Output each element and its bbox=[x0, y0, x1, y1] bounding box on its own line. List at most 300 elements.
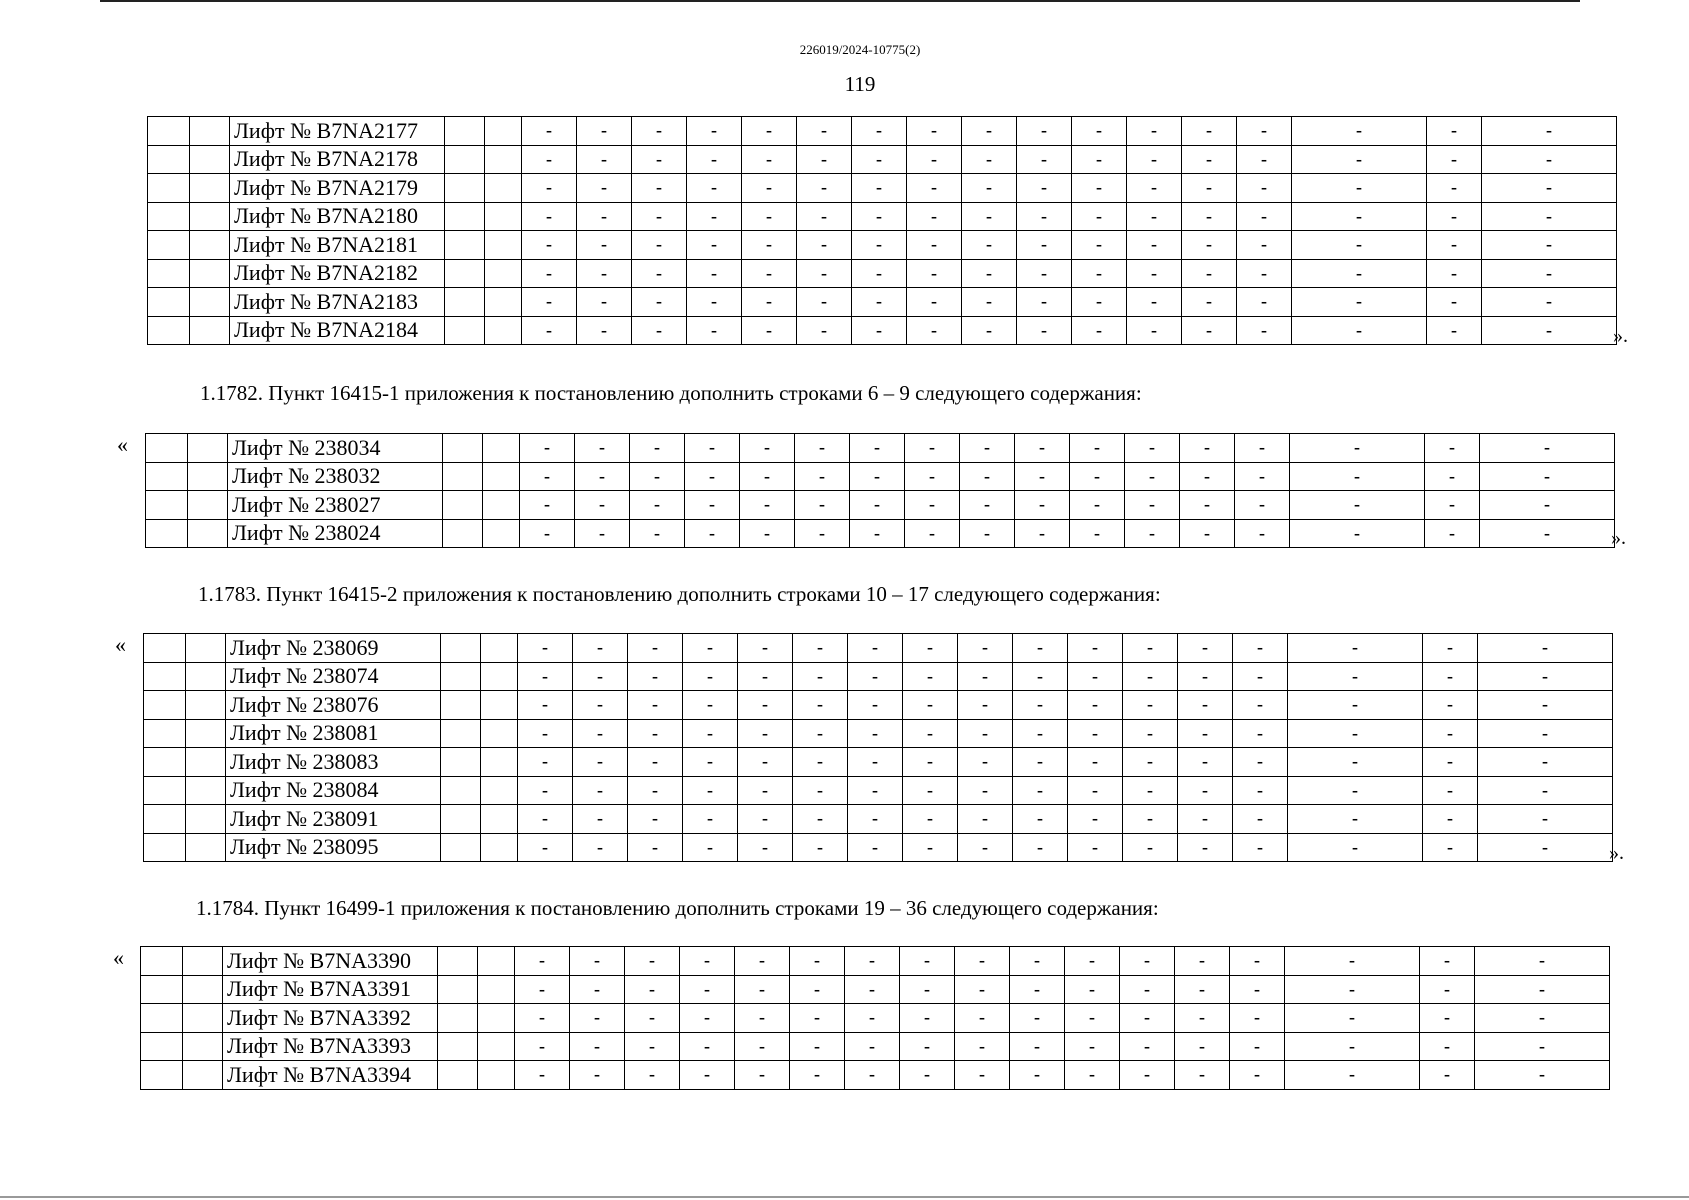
dash-cell: - bbox=[1482, 316, 1617, 345]
dash-cell: - bbox=[1017, 259, 1072, 288]
dash-cell: - bbox=[955, 1004, 1010, 1033]
table-row bbox=[144, 634, 1613, 663]
dash-cell: - bbox=[793, 662, 848, 691]
dash-cell: - bbox=[903, 662, 958, 691]
dash-cell: - bbox=[1127, 145, 1182, 174]
empty-cell bbox=[441, 662, 481, 691]
dash-cell: - bbox=[738, 719, 793, 748]
dash-cell: - bbox=[1125, 519, 1180, 548]
empty-cell bbox=[445, 174, 485, 203]
dash-cell: - bbox=[848, 634, 903, 663]
dash-cell: - bbox=[845, 975, 900, 1004]
dash-cell: - bbox=[1290, 434, 1425, 463]
empty-cell bbox=[481, 833, 518, 862]
dash-cell: - bbox=[1230, 1061, 1285, 1090]
empty-cell bbox=[148, 174, 190, 203]
table-row bbox=[144, 805, 1613, 834]
empty-cell bbox=[438, 1032, 478, 1061]
dash-cell: - bbox=[577, 316, 632, 345]
dash-cell: - bbox=[1065, 975, 1120, 1004]
dash-cell: - bbox=[570, 947, 625, 976]
dash-cell: - bbox=[905, 462, 960, 491]
lift-name-cell: Лифт № 238081 bbox=[226, 719, 441, 748]
empty-cell bbox=[144, 748, 186, 777]
empty-cell bbox=[148, 117, 190, 146]
table-row bbox=[141, 1004, 1610, 1033]
dash-cell: - bbox=[793, 748, 848, 777]
dash-cell: - bbox=[845, 1004, 900, 1033]
dash-cell: - bbox=[1120, 1032, 1175, 1061]
dash-cell: - bbox=[1292, 288, 1427, 317]
dash-cell: - bbox=[1290, 462, 1425, 491]
dash-cell: - bbox=[1233, 662, 1288, 691]
table-row bbox=[144, 662, 1613, 691]
dash-cell: - bbox=[738, 776, 793, 805]
dash-cell: - bbox=[1175, 947, 1230, 976]
empty-cell bbox=[481, 691, 518, 720]
closing-quote: ». bbox=[1611, 527, 1626, 549]
dash-cell: - bbox=[632, 202, 687, 231]
dash-cell: - bbox=[907, 316, 962, 345]
dash-cell: - bbox=[1065, 1032, 1120, 1061]
dash-cell: - bbox=[907, 231, 962, 260]
dash-cell: - bbox=[1178, 748, 1233, 777]
dash-cell: - bbox=[1015, 462, 1070, 491]
dash-cell: - bbox=[1237, 288, 1292, 317]
empty-cell bbox=[438, 1061, 478, 1090]
lift-name-cell: Лифт № B7NA3394 bbox=[223, 1061, 438, 1090]
dash-cell: - bbox=[687, 202, 742, 231]
dash-cell: - bbox=[625, 975, 680, 1004]
dash-cell: - bbox=[520, 462, 575, 491]
dash-cell: - bbox=[1478, 662, 1613, 691]
dash-cell: - bbox=[962, 231, 1017, 260]
dash-cell: - bbox=[577, 231, 632, 260]
dash-cell: - bbox=[735, 1061, 790, 1090]
dash-cell: - bbox=[1285, 975, 1420, 1004]
dash-cell: - bbox=[683, 833, 738, 862]
empty-cell bbox=[481, 805, 518, 834]
empty-cell bbox=[186, 805, 226, 834]
dash-cell: - bbox=[518, 691, 573, 720]
table-row bbox=[141, 1061, 1610, 1090]
dash-cell: - bbox=[1475, 1004, 1610, 1033]
lift-name-cell: Лифт № B7NA3392 bbox=[223, 1004, 438, 1033]
dash-cell: - bbox=[522, 202, 577, 231]
table-row bbox=[144, 776, 1613, 805]
dash-cell: - bbox=[790, 1061, 845, 1090]
dash-cell: - bbox=[1475, 947, 1610, 976]
dash-cell: - bbox=[630, 462, 685, 491]
dash-cell: - bbox=[1237, 174, 1292, 203]
dash-cell: - bbox=[1475, 1061, 1610, 1090]
dash-cell: - bbox=[685, 491, 740, 520]
empty-cell bbox=[441, 805, 481, 834]
dash-cell: - bbox=[1127, 117, 1182, 146]
dash-cell: - bbox=[790, 1032, 845, 1061]
dash-cell: - bbox=[518, 776, 573, 805]
empty-cell bbox=[478, 1061, 515, 1090]
dash-cell: - bbox=[687, 316, 742, 345]
dash-cell: - bbox=[628, 776, 683, 805]
dash-cell: - bbox=[738, 691, 793, 720]
dash-cell: - bbox=[575, 519, 630, 548]
table-row bbox=[148, 259, 1617, 288]
dash-cell: - bbox=[1420, 1061, 1475, 1090]
dash-cell: - bbox=[907, 174, 962, 203]
lift-name-cell: Лифт № 238074 bbox=[226, 662, 441, 691]
empty-cell bbox=[144, 776, 186, 805]
dash-cell: - bbox=[522, 288, 577, 317]
empty-cell bbox=[148, 259, 190, 288]
dash-cell: - bbox=[685, 519, 740, 548]
dash-cell: - bbox=[625, 1004, 680, 1033]
dash-cell: - bbox=[632, 145, 687, 174]
dash-cell: - bbox=[630, 519, 685, 548]
dash-cell: - bbox=[575, 434, 630, 463]
dash-cell: - bbox=[570, 1061, 625, 1090]
dash-cell: - bbox=[1015, 491, 1070, 520]
dash-cell: - bbox=[740, 491, 795, 520]
dash-cell: - bbox=[685, 462, 740, 491]
dash-cell: - bbox=[955, 1061, 1010, 1090]
dash-cell: - bbox=[515, 975, 570, 1004]
dash-cell: - bbox=[577, 259, 632, 288]
empty-cell bbox=[146, 519, 188, 548]
closing-quote: ». bbox=[1613, 325, 1628, 347]
dash-cell: - bbox=[1475, 975, 1610, 1004]
empty-cell bbox=[183, 975, 223, 1004]
dash-cell: - bbox=[1478, 776, 1613, 805]
dash-cell: - bbox=[1013, 833, 1068, 862]
dash-cell: - bbox=[1292, 231, 1427, 260]
empty-cell bbox=[146, 462, 188, 491]
lift-name-cell: Лифт № 238034 bbox=[228, 434, 443, 463]
dash-cell: - bbox=[955, 975, 1010, 1004]
dash-cell: - bbox=[687, 174, 742, 203]
lift-name-cell: Лифт № B7NA2181 bbox=[230, 231, 445, 260]
dash-cell: - bbox=[1288, 833, 1423, 862]
dash-cell: - bbox=[848, 776, 903, 805]
dash-cell: - bbox=[790, 1004, 845, 1033]
dash-cell: - bbox=[1180, 491, 1235, 520]
dash-cell: - bbox=[790, 947, 845, 976]
dash-cell: - bbox=[1123, 833, 1178, 862]
dash-cell: - bbox=[518, 662, 573, 691]
lift-name-cell: Лифт № B7NA3390 bbox=[223, 947, 438, 976]
empty-cell bbox=[485, 259, 522, 288]
dash-cell: - bbox=[1237, 145, 1292, 174]
table-row bbox=[146, 491, 1615, 520]
dash-cell: - bbox=[1235, 462, 1290, 491]
dash-cell: - bbox=[738, 634, 793, 663]
dash-cell: - bbox=[962, 288, 1017, 317]
dash-cell: - bbox=[848, 691, 903, 720]
dash-cell: - bbox=[1180, 434, 1235, 463]
dash-cell: - bbox=[1480, 519, 1615, 548]
dash-cell: - bbox=[522, 145, 577, 174]
dash-cell: - bbox=[1423, 833, 1478, 862]
dash-cell: - bbox=[1237, 117, 1292, 146]
dash-cell: - bbox=[958, 691, 1013, 720]
dash-cell: - bbox=[1120, 1004, 1175, 1033]
dash-cell: - bbox=[960, 519, 1015, 548]
table-row bbox=[148, 288, 1617, 317]
dash-cell: - bbox=[1427, 288, 1482, 317]
dash-cell: - bbox=[793, 833, 848, 862]
dash-cell: - bbox=[848, 805, 903, 834]
dash-cell: - bbox=[1010, 1032, 1065, 1061]
lift-name-cell: Лифт № B7NA2184 bbox=[230, 316, 445, 345]
dash-cell: - bbox=[1235, 519, 1290, 548]
dash-cell: - bbox=[1013, 776, 1068, 805]
empty-cell bbox=[441, 691, 481, 720]
empty-cell bbox=[445, 288, 485, 317]
empty-cell bbox=[183, 1061, 223, 1090]
dash-cell: - bbox=[683, 748, 738, 777]
dash-cell: - bbox=[522, 316, 577, 345]
empty-cell bbox=[438, 1004, 478, 1033]
dash-cell: - bbox=[1423, 662, 1478, 691]
dash-cell: - bbox=[687, 259, 742, 288]
dash-cell: - bbox=[903, 748, 958, 777]
dash-cell: - bbox=[1482, 145, 1617, 174]
empty-cell bbox=[485, 231, 522, 260]
dash-cell: - bbox=[1425, 519, 1480, 548]
dash-cell: - bbox=[632, 259, 687, 288]
empty-cell bbox=[186, 833, 226, 862]
dash-cell: - bbox=[625, 1032, 680, 1061]
lift-name-cell: Лифт № 238091 bbox=[226, 805, 441, 834]
dash-cell: - bbox=[1123, 719, 1178, 748]
dash-cell: - bbox=[1127, 174, 1182, 203]
dash-cell: - bbox=[903, 634, 958, 663]
dash-cell: - bbox=[962, 202, 1017, 231]
dash-cell: - bbox=[1123, 776, 1178, 805]
lift-name-cell: Лифт № 238083 bbox=[226, 748, 441, 777]
empty-cell bbox=[188, 519, 228, 548]
empty-cell bbox=[485, 145, 522, 174]
dash-cell: - bbox=[577, 145, 632, 174]
empty-cell bbox=[485, 288, 522, 317]
dash-cell: - bbox=[1175, 1032, 1230, 1061]
empty-cell bbox=[445, 316, 485, 345]
dash-cell: - bbox=[1425, 491, 1480, 520]
dash-cell: - bbox=[852, 174, 907, 203]
empty-cell bbox=[441, 719, 481, 748]
dash-cell: - bbox=[628, 691, 683, 720]
dash-cell: - bbox=[1013, 719, 1068, 748]
dash-cell: - bbox=[522, 231, 577, 260]
dash-cell: - bbox=[790, 975, 845, 1004]
dash-cell: - bbox=[793, 719, 848, 748]
dash-cell: - bbox=[1072, 288, 1127, 317]
dash-cell: - bbox=[907, 259, 962, 288]
dash-cell: - bbox=[1427, 259, 1482, 288]
empty-cell bbox=[183, 947, 223, 976]
dash-cell: - bbox=[1182, 174, 1237, 203]
dash-cell: - bbox=[1068, 833, 1123, 862]
dash-cell: - bbox=[738, 748, 793, 777]
empty-cell bbox=[190, 117, 230, 146]
dash-cell: - bbox=[900, 975, 955, 1004]
dash-cell: - bbox=[958, 805, 1013, 834]
dash-cell: - bbox=[573, 662, 628, 691]
dash-cell: - bbox=[683, 634, 738, 663]
dash-cell: - bbox=[1285, 1004, 1420, 1033]
dash-cell: - bbox=[1180, 462, 1235, 491]
dash-cell: - bbox=[520, 491, 575, 520]
lift-name-cell: Лифт № 238095 bbox=[226, 833, 441, 862]
dash-cell: - bbox=[1423, 805, 1478, 834]
dash-cell: - bbox=[797, 316, 852, 345]
empty-cell bbox=[144, 833, 186, 862]
dash-cell: - bbox=[900, 947, 955, 976]
empty-cell bbox=[190, 231, 230, 260]
dash-cell: - bbox=[1068, 634, 1123, 663]
empty-cell bbox=[481, 776, 518, 805]
table-row bbox=[144, 833, 1613, 862]
dash-cell: - bbox=[1482, 174, 1617, 203]
dash-cell: - bbox=[845, 1061, 900, 1090]
dash-cell: - bbox=[1065, 1004, 1120, 1033]
dash-cell: - bbox=[1182, 316, 1237, 345]
dash-cell: - bbox=[735, 1032, 790, 1061]
dash-cell: - bbox=[1288, 776, 1423, 805]
dash-cell: - bbox=[1235, 434, 1290, 463]
table-row bbox=[144, 691, 1613, 720]
dash-cell: - bbox=[1180, 519, 1235, 548]
empty-cell bbox=[443, 434, 483, 463]
dash-cell: - bbox=[903, 776, 958, 805]
empty-cell bbox=[188, 491, 228, 520]
dash-cell: - bbox=[1480, 491, 1615, 520]
dash-cell: - bbox=[1178, 662, 1233, 691]
empty-cell bbox=[481, 662, 518, 691]
dash-cell: - bbox=[1072, 231, 1127, 260]
dash-cell: - bbox=[570, 975, 625, 1004]
dash-cell: - bbox=[1288, 634, 1423, 663]
dash-cell: - bbox=[797, 145, 852, 174]
dash-cell: - bbox=[903, 805, 958, 834]
dash-cell: - bbox=[1120, 947, 1175, 976]
dash-cell: - bbox=[1070, 519, 1125, 548]
dash-cell: - bbox=[962, 145, 1017, 174]
dash-cell: - bbox=[740, 462, 795, 491]
dash-cell: - bbox=[515, 947, 570, 976]
dash-cell: - bbox=[738, 833, 793, 862]
dash-cell: - bbox=[1178, 691, 1233, 720]
dash-cell: - bbox=[852, 288, 907, 317]
dash-cell: - bbox=[1423, 776, 1478, 805]
empty-cell bbox=[481, 719, 518, 748]
dash-cell: - bbox=[1017, 117, 1072, 146]
dash-cell: - bbox=[1013, 662, 1068, 691]
dash-cell: - bbox=[1182, 288, 1237, 317]
dash-cell: - bbox=[687, 145, 742, 174]
empty-cell bbox=[190, 259, 230, 288]
dash-cell: - bbox=[907, 288, 962, 317]
table-row bbox=[144, 719, 1613, 748]
dash-cell: - bbox=[742, 288, 797, 317]
dash-cell: - bbox=[1427, 174, 1482, 203]
dash-cell: - bbox=[1125, 462, 1180, 491]
dash-cell: - bbox=[1478, 719, 1613, 748]
dash-cell: - bbox=[1420, 975, 1475, 1004]
dash-cell: - bbox=[795, 462, 850, 491]
dash-cell: - bbox=[628, 662, 683, 691]
dash-cell: - bbox=[1175, 1004, 1230, 1033]
dash-cell: - bbox=[522, 174, 577, 203]
empty-cell bbox=[144, 719, 186, 748]
lift-table-section-1 bbox=[147, 116, 1617, 345]
dash-cell: - bbox=[1292, 117, 1427, 146]
dash-cell: - bbox=[522, 259, 577, 288]
dash-cell: - bbox=[573, 833, 628, 862]
dash-cell: - bbox=[628, 748, 683, 777]
dash-cell: - bbox=[1015, 434, 1070, 463]
dash-cell: - bbox=[632, 288, 687, 317]
lift-name-cell: Лифт № 238027 bbox=[228, 491, 443, 520]
dash-cell: - bbox=[1482, 259, 1617, 288]
dash-cell: - bbox=[522, 117, 577, 146]
dash-cell: - bbox=[573, 748, 628, 777]
dash-cell: - bbox=[1182, 259, 1237, 288]
dash-cell: - bbox=[958, 662, 1013, 691]
dash-cell: - bbox=[1230, 1004, 1285, 1033]
dash-cell: - bbox=[577, 202, 632, 231]
lift-name-cell: Лифт № 238032 bbox=[228, 462, 443, 491]
empty-cell bbox=[183, 1004, 223, 1033]
dash-cell: - bbox=[1233, 691, 1288, 720]
empty-cell bbox=[146, 491, 188, 520]
dash-cell: - bbox=[1178, 719, 1233, 748]
dash-cell: - bbox=[1423, 691, 1478, 720]
lift-name-cell: Лифт № B7NA2182 bbox=[230, 259, 445, 288]
dash-cell: - bbox=[1237, 259, 1292, 288]
dash-cell: - bbox=[1010, 975, 1065, 1004]
dash-cell: - bbox=[962, 316, 1017, 345]
dash-cell: - bbox=[742, 316, 797, 345]
dash-cell: - bbox=[852, 259, 907, 288]
empty-cell bbox=[144, 662, 186, 691]
dash-cell: - bbox=[573, 691, 628, 720]
empty-cell bbox=[441, 748, 481, 777]
dash-cell: - bbox=[1070, 434, 1125, 463]
empty-cell bbox=[441, 634, 481, 663]
dash-cell: - bbox=[1127, 259, 1182, 288]
empty-cell bbox=[441, 833, 481, 862]
empty-cell bbox=[478, 975, 515, 1004]
dash-cell: - bbox=[573, 805, 628, 834]
dash-cell: - bbox=[852, 231, 907, 260]
dash-cell: - bbox=[793, 776, 848, 805]
dash-cell: - bbox=[515, 1061, 570, 1090]
dash-cell: - bbox=[740, 434, 795, 463]
dash-cell: - bbox=[1127, 231, 1182, 260]
dash-cell: - bbox=[1178, 634, 1233, 663]
empty-cell bbox=[445, 117, 485, 146]
empty-cell bbox=[144, 691, 186, 720]
dash-cell: - bbox=[518, 748, 573, 777]
dash-cell: - bbox=[958, 776, 1013, 805]
lift-name-cell: Лифт № B7NA2179 bbox=[230, 174, 445, 203]
empty-cell bbox=[141, 975, 183, 1004]
dash-cell: - bbox=[683, 719, 738, 748]
dash-cell: - bbox=[1292, 316, 1427, 345]
table-row bbox=[146, 462, 1615, 491]
empty-cell bbox=[485, 202, 522, 231]
